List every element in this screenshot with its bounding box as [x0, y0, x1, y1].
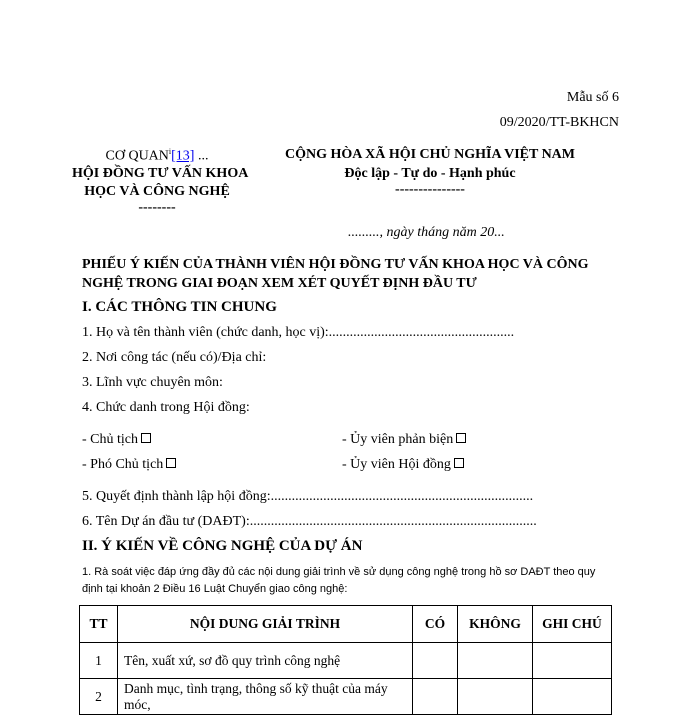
agency-suffix: ... [194, 148, 209, 164]
row-no-cell[interactable] [458, 643, 533, 679]
nation-motto: Độc lập - Tự do - Hạnh phúc [344, 166, 516, 181]
row-content: Tên, xuất xứ, sơ đồ quy trình công nghệ [118, 643, 413, 679]
role-vice-chair [82, 457, 176, 473]
table-header-row [80, 606, 612, 643]
row-content: Danh mục, tình trạng, thông số kỹ thuật của máy móc, [118, 679, 413, 715]
item-2-workplace: 2. Nơi công tác (nếu có)/Địa chỉ: [82, 350, 267, 365]
item-1-name: 1. Họ và tên thành viên (chức danh, học vị):..................................................... [82, 325, 515, 340]
row-note-cell[interactable] [533, 643, 612, 679]
header-no: KHÔNG [458, 606, 533, 643]
assessment-table [79, 605, 612, 715]
agency-line2: HỘI ĐỒNG TƯ VẤN KHOA [72, 166, 249, 181]
agency-prefix: CƠ QUAN [105, 148, 169, 164]
nation-title: CỘNG HÒA XÃ HỘI CHỦ NGHĨA VIỆT NAM [284, 147, 575, 162]
member-checkbox[interactable] [454, 458, 464, 468]
form-number: Mẫu số 6 [566, 90, 619, 105]
vice-chair-checkbox[interactable] [166, 458, 176, 468]
table-row [80, 679, 612, 715]
role-chair-label: - Chủ tịch [82, 432, 138, 447]
row-tt: 2 [80, 679, 118, 715]
header-yes: CÓ [413, 606, 458, 643]
circular-number: 09/2020/TT-BKHCN [499, 115, 619, 130]
role-chair [82, 432, 151, 448]
role-reviewer-label: - Ủy viên phản biện [342, 432, 454, 447]
agency-divider: -------- [138, 200, 176, 215]
date-line: ........., ngày tháng năm 20... [348, 225, 505, 240]
item-6-project: 6. Tên Dự án đầu tư (DAĐT):.................................................................................. [82, 514, 537, 529]
row-tt: 1 [80, 643, 118, 679]
row-note-cell[interactable] [533, 679, 612, 715]
role-vice-chair-label: - Phó Chủ tịch [82, 457, 164, 472]
table-row [80, 643, 612, 679]
agency-line1: CƠ QUAN$^i$[13] ... [105, 147, 209, 164]
agency-line3: HỌC VÀ CÔNG NGHỆ [84, 184, 230, 199]
doc-title-line2: NGHỆ TRONG GIAI ĐOẠN XEM XÉT QUYẾT ĐỊNH ĐẦU TƯ [82, 276, 477, 291]
header-content: NỘI DUNG GIẢI TRÌNH [118, 606, 413, 643]
item-3-field: 3. Lĩnh vực chuyên môn: [82, 375, 223, 390]
item-5-decision: 5. Quyết định thành lập hội đồng:........................................................................... [82, 489, 534, 504]
row-yes-cell[interactable] [413, 679, 458, 715]
doc-title-line1: PHIẾU Ý KIẾN CỦA THÀNH VIÊN HỘI ĐỒNG TƯ VẤN KHOA HỌC VÀ CÔNG [82, 257, 589, 272]
row-no-cell[interactable] [458, 679, 533, 715]
role-member [342, 457, 464, 473]
reviewer-checkbox[interactable] [456, 433, 466, 443]
row-yes-cell[interactable] [413, 643, 458, 679]
item-4-role: 4. Chức danh trong Hội đồng: [82, 400, 250, 415]
role-reviewer [342, 432, 466, 448]
header-note: GHI CHÚ [533, 606, 612, 643]
instruction-line1: 1. Rà soát việc đáp ứng đầy đủ các nội dung giải trình về sử dụng công nghệ trong hồ sơ DAĐT theo quy [82, 566, 596, 578]
header-tt: TT [80, 606, 118, 643]
instruction-line2: định tại khoản 2 Điều 16 Luật Chuyển giao công nghệ: [82, 583, 348, 595]
nation-divider: --------------- [395, 182, 465, 197]
footnote-link[interactable]: [13] [171, 148, 195, 164]
section2-heading: II. Ý KIẾN VỀ CÔNG NGHỆ CỦA DỰ ÁN [82, 538, 363, 554]
role-member-label: - Ủy viên Hội đồng [342, 457, 451, 472]
chair-checkbox[interactable] [141, 433, 151, 443]
section1-heading: I. CÁC THÔNG TIN CHUNG [82, 299, 277, 315]
